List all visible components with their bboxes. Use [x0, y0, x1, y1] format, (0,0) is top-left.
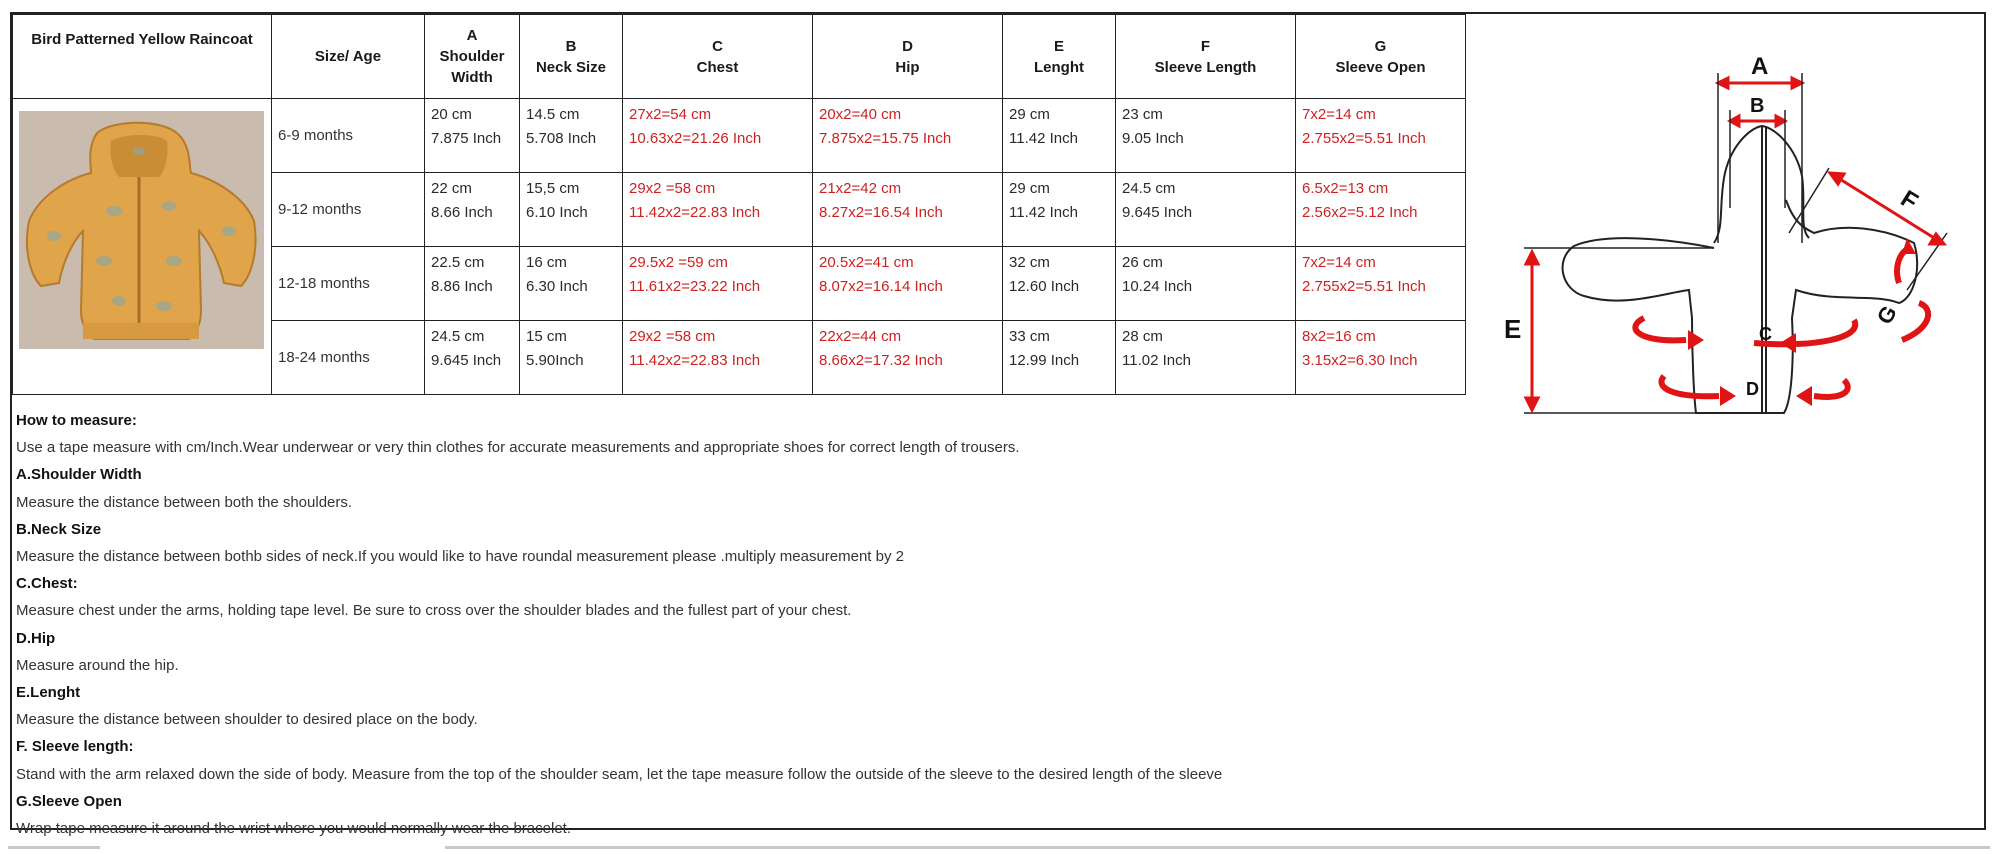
measurement-inch: 5.708 Inch — [526, 130, 597, 147]
column-label: Lenght — [1034, 58, 1084, 76]
measurement-cell — [1003, 173, 1116, 247]
label-c: C — [1759, 324, 1772, 344]
column-label: Chest — [696, 58, 739, 76]
size-age-header: Size/ Age — [272, 15, 425, 99]
instruction-text: Measure chest under the arms, holding tape level. Be sure to cross over the shoulder blades and the fullest part of your chest. — [16, 602, 852, 620]
column-header-d — [813, 15, 1003, 99]
measurement-cm: 15 cm — [526, 328, 567, 345]
measurement-inch: 8.86 Inch — [431, 278, 493, 295]
label-g: G — [1871, 301, 1902, 329]
measurement-cm: 16 cm — [526, 254, 567, 271]
measurement-inch: 9.645 Inch — [1122, 204, 1193, 221]
measurement-cell — [1003, 99, 1116, 173]
measurement-cell — [813, 247, 1003, 321]
product-photo-cell — [13, 99, 272, 395]
measurement-cell — [425, 247, 520, 321]
footer-rule-left — [8, 846, 100, 849]
measurement-cm: 33 cm — [1009, 328, 1050, 345]
measurement-cell — [520, 321, 623, 395]
instruction-heading: C.Chest: — [16, 575, 78, 593]
instruction-heading: D.Hip — [16, 629, 56, 647]
measurement-cm: 29 cm — [1009, 106, 1050, 123]
measurement-cm: 6.5x2=13 cm — [1302, 180, 1389, 197]
label-a: A — [1751, 53, 1769, 80]
sleeve-open-arrows — [1897, 248, 1928, 340]
measurement-inch: 8.07x2=16.14 Inch — [819, 278, 943, 295]
instruction-heading: G.Sleeve Open — [16, 792, 122, 810]
column-label: Sleeve Open — [1335, 58, 1426, 76]
measurement-cell — [1116, 247, 1296, 321]
measurement-cell — [425, 99, 520, 173]
size-table — [12, 14, 1466, 395]
measurement-diagram — [1504, 28, 1984, 418]
measurement-cell — [623, 173, 813, 247]
measurement-inch: 11.42x2=22.83 Inch — [629, 352, 761, 369]
column-header-g — [1296, 15, 1466, 99]
column-letter: E — [1053, 37, 1064, 55]
measurement-cell — [813, 321, 1003, 395]
measurement-inch: 7.875x2=15.75 Inch — [819, 130, 952, 147]
label-b: B — [1750, 95, 1765, 117]
measurement-inch: 3.15x2=6.30 Inch — [1302, 352, 1418, 369]
column-header-a — [425, 15, 520, 99]
measurement-inch: 9.05 Inch — [1122, 130, 1184, 147]
column-label: Sleeve Length — [1154, 58, 1257, 76]
measurement-cell — [1296, 99, 1466, 173]
measurement-inch: 9.645 Inch — [431, 352, 502, 369]
column-header-c — [623, 15, 813, 99]
column-letter: C — [712, 37, 723, 55]
column-letter: D — [902, 37, 913, 55]
label-e: E — [1504, 314, 1522, 344]
measurement-inch: 8.66 Inch — [431, 204, 493, 221]
column-letter: F — [1200, 37, 1211, 55]
measurement-cell — [1116, 173, 1296, 247]
measurement-cm: 29x2 =58 cm — [629, 180, 716, 197]
size-label: 12-18 months — [272, 247, 425, 321]
measurement-cell — [520, 99, 623, 173]
measurement-cm: 29x2 =58 cm — [629, 328, 716, 345]
measurement-cell — [425, 321, 520, 395]
measurement-inch: 8.66x2=17.32 Inch — [819, 352, 943, 369]
measurement-cm: 29.5x2 =59 cm — [629, 254, 728, 271]
measurement-inch: 2.755x2=5.51 Inch — [1302, 130, 1426, 147]
instruction-text: Measure the distance between both the shoulders. — [16, 493, 353, 511]
measurement-cell — [520, 173, 623, 247]
measurement-inch: 10.24 Inch — [1122, 278, 1193, 295]
instruction-text: Stand with the arm relaxed down the side of body. Measure from the top of the shoulder seam, let the tape measure follow the outside of the sleeve to the desired length of the sleeve — [16, 765, 1223, 783]
instruction-text: Wrap tape measure it around the wrist where you would normally wear the bracelet. — [16, 820, 571, 838]
measurement-inch: 7.875 Inch — [431, 130, 502, 147]
measurement-inch: 10.63x2=21.26 Inch — [629, 130, 762, 147]
jacket-outline — [1563, 126, 1918, 413]
measurement-cell — [1296, 173, 1466, 247]
measurement-cell — [813, 173, 1003, 247]
measurement-cm: 24.5 cm — [1122, 180, 1176, 197]
label-f: F — [1895, 185, 1923, 216]
size-label: 6-9 months — [272, 99, 425, 173]
measurement-instructions — [16, 407, 1916, 842]
column-letter: A — [466, 27, 478, 44]
hem-band — [83, 323, 199, 339]
measurement-inch: 6.30 Inch — [526, 278, 588, 295]
measurement-inch: 6.10 Inch — [526, 204, 588, 221]
measurement-cm: 23 cm — [1122, 106, 1163, 123]
measurement-cm: 26 cm — [1122, 254, 1163, 271]
measurement-cell — [425, 173, 520, 247]
measurement-cm: 29 cm — [1009, 180, 1050, 197]
instruction-heading: How to measure: — [16, 412, 137, 429]
instruction-heading: F. Sleeve length: — [16, 738, 134, 756]
footer-rule-right — [445, 846, 1990, 849]
measurement-cm: 22 cm — [431, 180, 472, 197]
measurement-cm: 22x2=44 cm — [819, 328, 902, 345]
measurement-inch: 12.99 Inch — [1009, 352, 1080, 369]
size-label: 9-12 months — [272, 173, 425, 247]
size-row — [13, 99, 1466, 173]
chest-arrows — [1635, 318, 1855, 344]
measurement-inch: 12.60 Inch — [1009, 278, 1080, 295]
instruction-heading: A.Shoulder Width — [16, 466, 142, 484]
instruction-text: Measure the distance between bothb sides of neck.If you would like to have roundal measurement please .multiply measurement by 2 — [16, 548, 904, 566]
product-title: Bird Patterned Yellow Raincoat — [13, 15, 272, 99]
column-header-b — [520, 15, 623, 99]
measurement-cell — [623, 247, 813, 321]
column-label: Hip — [895, 58, 920, 76]
measurement-cell — [1003, 321, 1116, 395]
footer-rules — [0, 840, 2000, 850]
measurement-cell — [1116, 321, 1296, 395]
measurement-inch: 11.42 Inch — [1009, 204, 1078, 221]
measurement-cm: 7x2=14 cm — [1302, 254, 1376, 271]
measurement-inch: 11.02 Inch — [1122, 352, 1191, 369]
column-header-f — [1116, 15, 1296, 99]
instruction-heading: B.Neck Size — [16, 520, 102, 538]
size-chart-page — [10, 12, 1986, 838]
measurement-cm: 15,5 cm — [526, 180, 580, 197]
length-marker — [1526, 252, 1538, 410]
measurement-cm: 24.5 cm — [431, 328, 485, 345]
measurement-cm: 21x2=42 cm — [819, 180, 902, 197]
measurement-inch: 5.90Inch — [526, 352, 584, 369]
measurement-cell — [1003, 247, 1116, 321]
measurement-inch: 8.27x2=16.54 Inch — [819, 204, 943, 221]
column-letter: B — [565, 37, 577, 55]
measurement-cm: 32 cm — [1009, 254, 1050, 271]
measurement-cm: 20 cm — [431, 106, 472, 123]
measurement-cm: 20.5x2=41 cm — [819, 254, 914, 271]
measurement-cm: 28 cm — [1122, 328, 1163, 345]
measurement-cell — [813, 99, 1003, 173]
measurement-inch: 2.56x2=5.12 Inch — [1302, 204, 1418, 221]
measurement-cm: 27x2=54 cm — [629, 106, 712, 123]
measurement-inch: 11.42 Inch — [1009, 130, 1078, 147]
label-d: D — [1746, 379, 1759, 399]
measurement-cm: 14.5 cm — [526, 106, 580, 123]
instruction-text: Measure the distance between shoulder to desired place on the body. — [16, 711, 478, 729]
column-label: Neck Size — [535, 58, 607, 76]
measurement-cell — [1116, 99, 1296, 173]
measurement-cell — [623, 321, 813, 395]
measurement-cell — [1296, 321, 1466, 395]
column-label: Shoulder Width — [439, 48, 505, 86]
measurement-cell — [623, 99, 813, 173]
instruction-text: Measure around the hip. — [16, 656, 179, 674]
measurement-cm: 20x2=40 cm — [819, 106, 902, 123]
instruction-heading: E.Lenght — [16, 684, 81, 702]
hood-opening — [110, 135, 167, 177]
instruction-text: Use a tape measure with cm/Inch.Wear underwear or very thin clothes for accurate measurements and appropriate shoes for correct length of trousers. — [16, 439, 1020, 457]
measurement-cm: 7x2=14 cm — [1302, 106, 1376, 123]
measurement-cell — [1296, 247, 1466, 321]
column-header-e — [1003, 15, 1116, 99]
column-letter: G — [1374, 37, 1387, 55]
measurement-cm: 8x2=16 cm — [1302, 328, 1376, 345]
size-table-body — [13, 99, 1466, 395]
measurement-inch: 2.755x2=5.51 Inch — [1302, 278, 1426, 295]
measurement-cm: 22.5 cm — [431, 254, 485, 271]
measurement-inch: 11.42x2=22.83 Inch — [629, 204, 761, 221]
size-label: 18-24 months — [272, 321, 425, 395]
raincoat-photo — [19, 111, 264, 349]
table-header-row — [13, 15, 1466, 99]
measurement-inch: 11.61x2=23.22 Inch — [629, 278, 761, 295]
measurement-cell — [520, 247, 623, 321]
